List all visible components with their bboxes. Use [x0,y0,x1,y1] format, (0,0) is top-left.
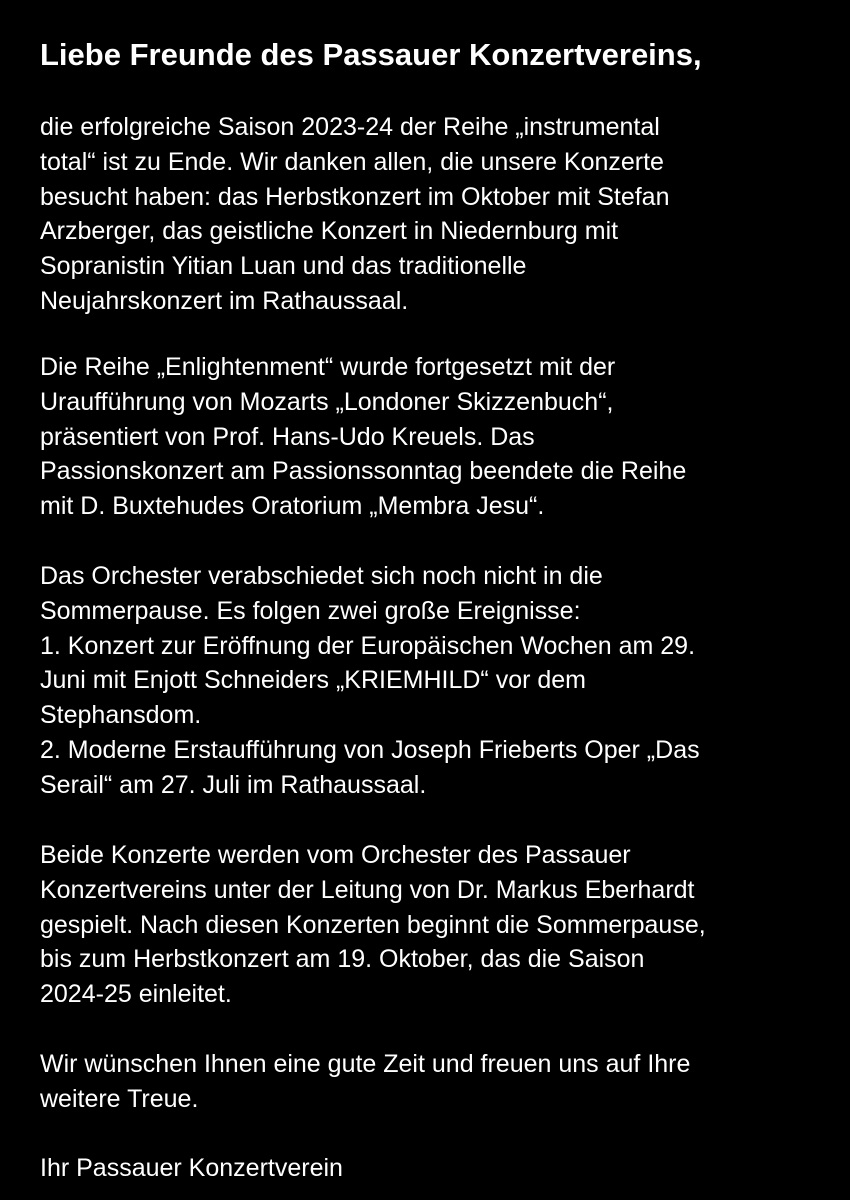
paragraph-summer-break: Beide Konzerte werden vom Orchester des Passauer Konzertvereins unter der Leitung von Dr. Markus Eberhardt gespielt. Nach diesen Konzerten beginnt die Sommerpause, bis zum Herbstkonzert am 19. Oktober, das die Saison 2024-25 einleitet. [40,841,706,1009]
paragraph-enlightenment-series: Die Reihe „Enlightenment“ wurde fortgesetzt mit der Uraufführung von Mozarts „Londoner Skizzenbuch“, präsentiert von Prof. Hans-Udo Kreuels. Das Passionskonzert am Passionssonntag beendete die Reihe mit D. Buxtehudes Oratorium „Membra Jesu“. [40,353,687,521]
letter-greeting: Liebe Freunde des Passauer Konzertvereins, [40,37,702,72]
letter-signature: Ihr Passauer Konzertverein [40,1154,343,1182]
paragraph-wishes: Wir wünschen Ihnen eine gute Zeit und freuen uns auf Ihre weitere Treue. [40,1050,691,1113]
paragraph-season-review: die erfolgreiche Saison 2023-24 der Reihe „instrumental total“ ist zu Ende. Wir danken allen, die unsere Konzerte besucht haben: das Herbstkonzert im Oktober mit Stefan Arzberger, das geistliche Konzert in Niedernburg mit Sopranistin Yitian Luan und das traditionelle Neujahrskonzert im Rathaussaal. [40,113,670,315]
paragraph-upcoming-events: Das Orchester verabschiedet sich noch nicht in die Sommerpause. Es folgen zwei große Ereignisse: 1. Konzert zur Eröffnung der Europäischen Wochen am 29. Juni mit Enjott Schneiders „KRIEMHILD“ vor dem Stephansdom. 2. Moderne Erstaufführung von Joseph Frieberts Oper „Das Serail“ am 27. Juli im Rathaussaal. [40,562,700,799]
